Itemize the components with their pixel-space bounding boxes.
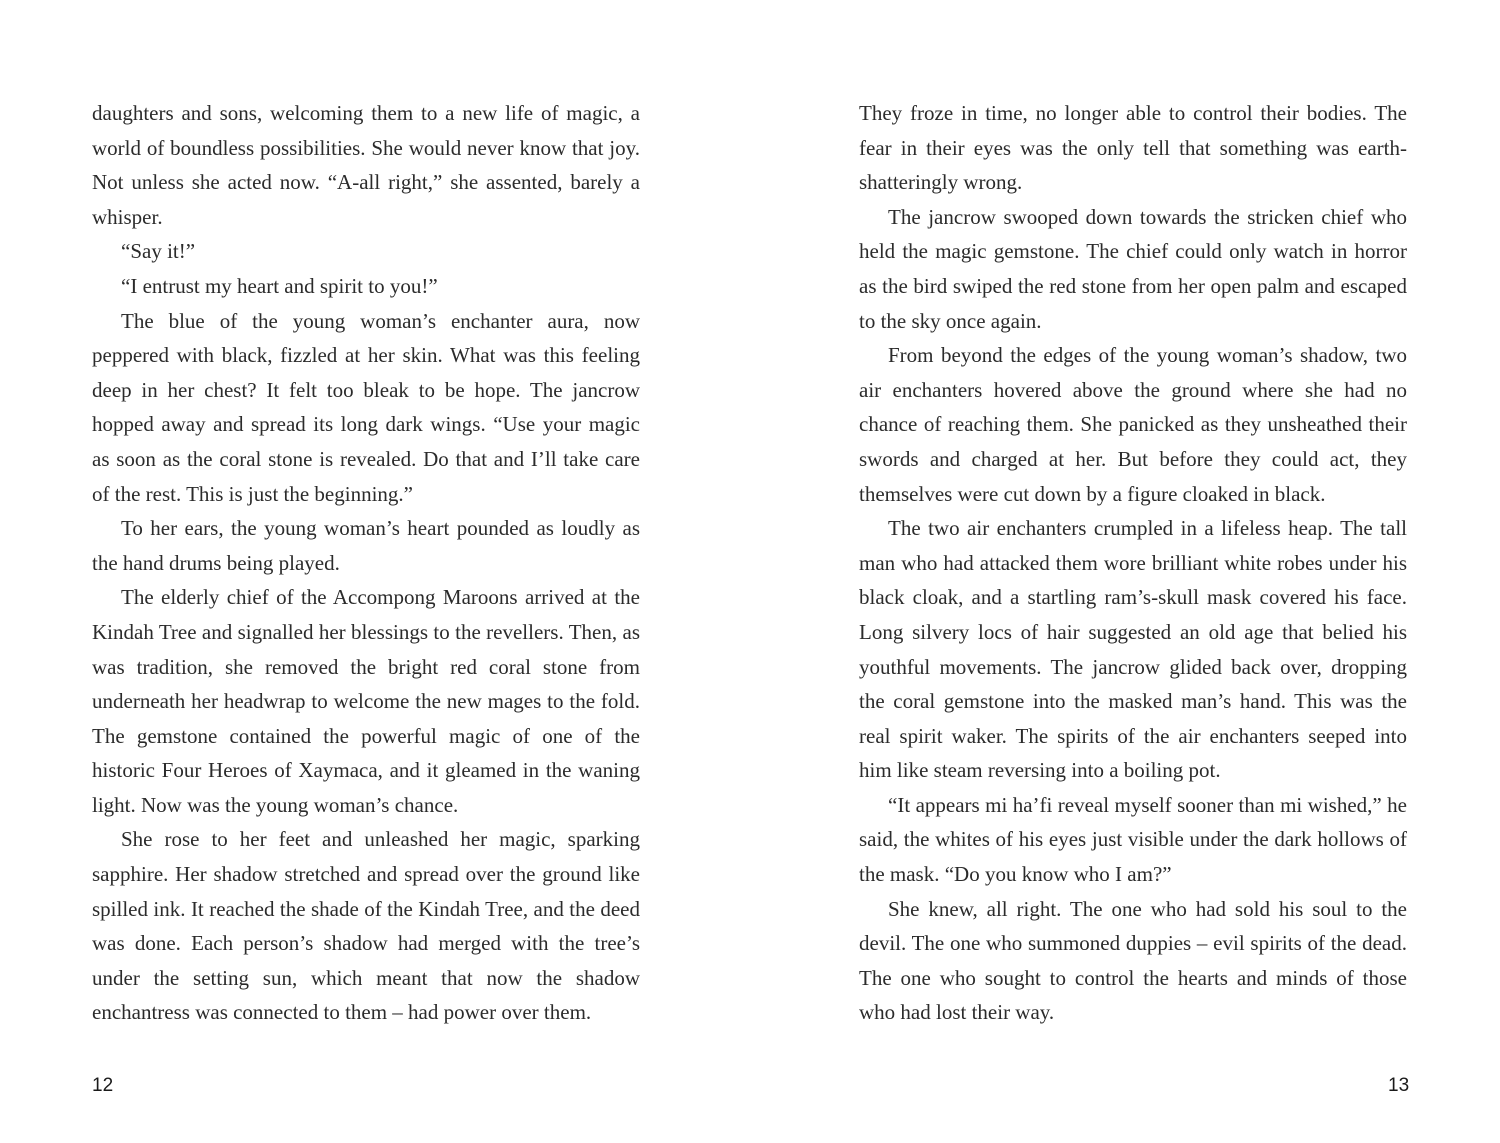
right-page-text xyxy=(859,96,1407,1030)
paragraph: She rose to her feet and unleashed her magic, sparking sapphire. Her shadow stretched and spread over the ground like spilled ink. It reached the shade of the Kindah Tree, and the deed was done. Each person’s shadow had merged with the tree’s under the setting sun, which meant that now the shadow enchantress was connected to them – had power over them. xyxy=(92,827,640,1025)
paragraph: The elderly chief of the Accompong Maroons arrived at the Kindah Tree and signalled her blessings to the revellers. Then, as was tradition, she removed the bright red coral stone from underneath her headwrap to welcome the new mages to the fold. The gemstone contained the powerful magic of one of the historic Four Heroes of Xaymaca, and it gleamed in the waning light. Now was the young woman’s chance. xyxy=(92,585,640,817)
paragraph: “It appears mi ha’fi reveal myself sooner than mi wished,” he said, the whites of his eyes just visible under the dark hollows of the mask. “Do you know who I am?” xyxy=(859,792,1407,887)
paragraph: She knew, all right. The one who had sold his soul to the devil. The one who summoned duppies – evil spirits of the dead. The one who sought to control the hearts and minds of those who had lost their way. xyxy=(859,896,1407,1025)
paragraph: To her ears, the young woman’s heart pounded as loudly as the hand drums being played. xyxy=(92,516,640,575)
paragraph: From beyond the edges of the young woman’s shadow, two air enchanters hovered above the ground where she had no chance of reaching them. She panicked as they unsheathed their swords and charged at her. But before they could act, they themselves were cut down by a figure cloaked in black. xyxy=(859,343,1407,506)
left-page-text xyxy=(92,96,640,1030)
page-number: 12 xyxy=(92,1075,114,1096)
paragraph: The jancrow swooped down towards the stricken chief who held the magic gemstone. The chief could only watch in horror as the bird swiped the red stone from her open palm and escaped to the sky once again. xyxy=(859,204,1407,333)
paragraph: The blue of the young woman’s enchanter aura, now peppered with black, fizzled at her skin. What was this feeling deep in her chest? It felt too bleak to be hope. The jancrow hopped away and spread its long dark wings. “Use your magic as soon as the coral stone is revealed. Do that and I’ll take care of the rest. This is just the beginning.” xyxy=(92,308,640,506)
paragraph: “Say it!” xyxy=(121,239,196,264)
page-number: 13 xyxy=(1388,1075,1410,1096)
paragraph: They froze in time, no longer able to control their bodies. The fear in their eyes was the only tell that something was earth-shatteringly wrong. xyxy=(859,101,1407,195)
paragraph: “I entrust my heart and spirit to you!” xyxy=(121,273,438,298)
paragraph: daughters and sons, welcoming them to a new life of magic, a world of boundless possibilities. She would never know that joy. Not unless she acted now. “A-all right,” she assented, barely a whisper. xyxy=(92,101,640,229)
right-page xyxy=(750,0,1500,1143)
paragraph: The two air enchanters crumpled in a lifeless heap. The tall man who had attacked them wore brilliant white robes under his black cloak, and a startling ram’s-skull mask covered his face. Long silvery locs of hair suggested an old age that belied his youthful movements. The jancrow glided back over, dropping the coral gemstone into the masked man’s hand. This was the real spirit waker. The spirits of the air enchanters seeped into him like steam reversing into a boiling pot. xyxy=(859,516,1407,783)
